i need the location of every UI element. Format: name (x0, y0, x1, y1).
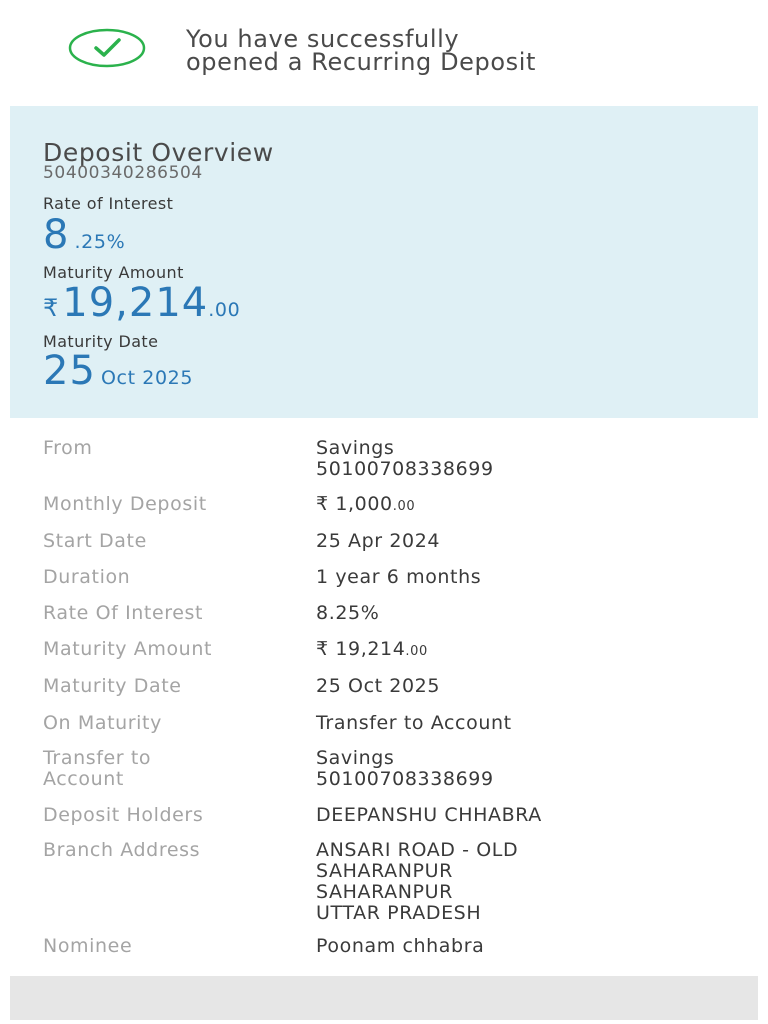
maturity-month-year: Oct 2025 (101, 367, 194, 389)
deposit-holders-label: Deposit Holders (43, 804, 204, 826)
maturity-amount-fraction: .00 (208, 299, 241, 321)
nominee-label: Nominee (43, 935, 133, 957)
transfer-account-type: Savings (316, 747, 395, 769)
transfer-account-label (43, 748, 303, 790)
maturity-amount-detail-amount: ₹ 19,214 (316, 638, 406, 660)
duration-label: Duration (43, 566, 131, 588)
maturity-date-detail-value: 25 Oct 2025 (316, 675, 441, 697)
maturity-date-value (43, 348, 193, 394)
deposit-holders-value: DEEPANSHU CHHABRA (316, 804, 542, 826)
rate-of-interest-label: Rate of Interest (43, 194, 174, 213)
deposit-details-list (10, 418, 758, 976)
success-message (186, 25, 746, 76)
success-message-line1: You have successfully (186, 25, 460, 53)
transfer-label-line2: Account (43, 768, 124, 790)
deposit-overview-panel (10, 106, 758, 418)
success-message-line2: opened a Recurring Deposit (186, 48, 537, 76)
monthly-deposit-label: Monthly Deposit (43, 493, 207, 515)
from-account-type: Savings (316, 437, 395, 459)
maturity-amount-detail-label: Maturity Amount (43, 638, 213, 660)
rupee-symbol: ₹ (43, 294, 59, 322)
branch-line4: UTTAR PRADESH (316, 902, 482, 924)
from-account-number: 50100708338699 (316, 458, 494, 480)
duration-value: 1 year 6 months (316, 566, 482, 588)
start-date-value: 25 Apr 2024 (316, 530, 441, 552)
monthly-deposit-fraction: .00 (392, 499, 416, 514)
transfer-account-value (316, 748, 746, 790)
rate-label: Rate Of Interest (43, 602, 204, 624)
from-label: From (43, 437, 93, 459)
start-date-label: Start Date (43, 530, 147, 552)
from-value (316, 438, 746, 480)
maturity-amount-detail-value (316, 639, 746, 662)
branch-line1: ANSARI ROAD - OLD (316, 839, 519, 861)
nominee-value: Poonam chhabra (316, 935, 485, 957)
branch-line2: SAHARANPUR (316, 860, 453, 882)
transfer-label-line1: Transfer to (43, 747, 152, 769)
rate-of-interest-value (43, 212, 125, 258)
on-maturity-label: On Maturity (43, 712, 162, 734)
rate-value: 8.25% (316, 602, 380, 624)
maturity-amount-value (43, 280, 240, 326)
success-banner (10, 0, 758, 106)
maturity-amount-detail-fraction: .00 (405, 644, 428, 659)
rate-fraction: .25% (74, 231, 126, 253)
maturity-amount-whole: 19,214 (62, 280, 209, 326)
branch-line3: SAHARANPUR (316, 881, 453, 903)
check-circle-icon (68, 28, 146, 68)
branch-address-label: Branch Address (43, 839, 201, 861)
branch-address-value (316, 840, 746, 924)
overview-title: Deposit Overview (43, 138, 274, 167)
footer-bar (10, 976, 758, 1020)
monthly-deposit-value (316, 494, 746, 517)
deposit-account-number: 50400340286504 (43, 163, 203, 183)
maturity-date-label: Maturity Date (43, 332, 159, 351)
monthly-deposit-amount: ₹ 1,000 (316, 493, 393, 515)
maturity-date-detail-label: Maturity Date (43, 675, 182, 697)
maturity-amount-label: Maturity Amount (43, 263, 184, 282)
rate-whole: 8 (43, 212, 70, 258)
transfer-account-number: 50100708338699 (316, 768, 494, 790)
maturity-day: 25 (43, 348, 96, 394)
on-maturity-value: Transfer to Account (316, 712, 512, 734)
